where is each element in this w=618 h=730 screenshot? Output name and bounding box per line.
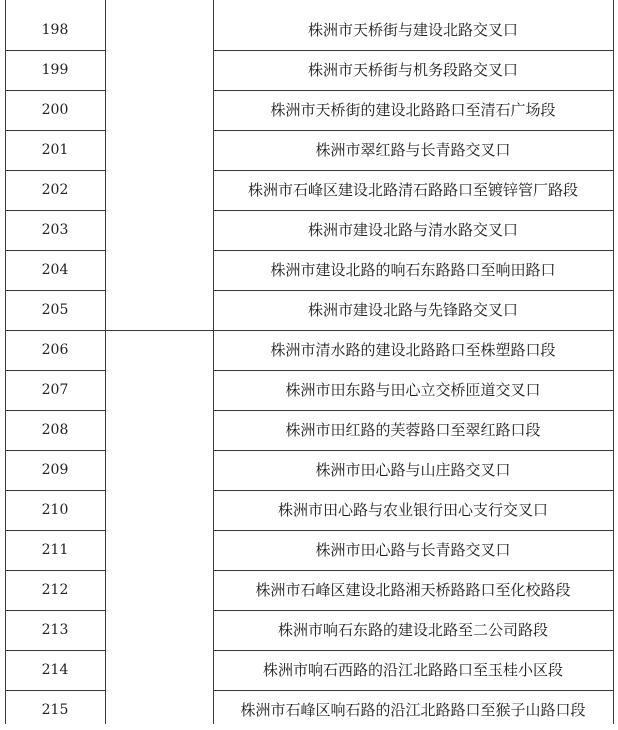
location-cell: 株洲市响石西路的沿江北路路口至玉桂小区段	[262, 661, 563, 679]
row-number: 203	[41, 222, 69, 238]
location-cell: 株洲市天桥街与建设北路交叉口	[307, 21, 518, 39]
location-cell: 株洲市田心路与农业银行田心支行交叉口	[277, 501, 548, 519]
row-number: 205	[41, 302, 69, 318]
table-row	[0, 290, 618, 330]
location-cell: 株洲市石峰区建设北路清石路路口至镀锌管厂路段	[247, 181, 578, 199]
row-number: 208	[41, 422, 69, 438]
table-row	[0, 690, 618, 730]
table-row	[0, 410, 618, 450]
table-row	[0, 10, 618, 50]
table-row	[0, 370, 618, 410]
location-cell: 株洲市天桥街的建设北路路口至清石广场段	[270, 101, 556, 119]
row-number: 200	[41, 102, 69, 118]
table-row	[0, 530, 618, 570]
row-number: 207	[41, 382, 69, 398]
location-cell: 株洲市石峰区响石路的沿江北路路口至猴子山路口段	[240, 701, 586, 719]
table-row	[0, 170, 618, 210]
table-row	[0, 450, 618, 490]
row-number: 198	[41, 22, 69, 38]
row-number: 209	[41, 462, 69, 478]
location-cell: 株洲市建设北路与清水路交叉口	[307, 221, 518, 239]
table-row	[0, 490, 618, 530]
location-cell: 株洲市建设北路的响石东路路口至响田路口	[270, 261, 556, 279]
table-row	[0, 130, 618, 170]
location-cell: 株洲市建设北路与先锋路交叉口	[307, 301, 518, 319]
row-number: 214	[41, 662, 69, 678]
row-number: 199	[41, 62, 69, 78]
row-number: 206	[41, 342, 69, 358]
location-cell: 株洲市田东路与田心立交桥匝道交叉口	[285, 381, 541, 399]
row-number: 211	[41, 542, 69, 558]
location-cell: 株洲市天桥街与机务段路交叉口	[307, 61, 518, 79]
table-row	[0, 90, 618, 130]
row-number: 212	[41, 582, 69, 598]
row-number: 210	[41, 502, 69, 518]
row-number: 204	[41, 262, 69, 278]
row-number: 202	[41, 182, 69, 198]
row-number: 215	[41, 702, 69, 718]
location-cell: 株洲市响石东路的建设北路至二公司路段	[277, 621, 548, 639]
location-cell: 株洲市田红路的芙蓉路口至翠红路口段	[285, 421, 541, 439]
location-cell: 株洲市田心路与长青路交叉口	[315, 541, 511, 559]
row-number: 201	[41, 142, 69, 158]
table-row	[0, 650, 618, 690]
table-row	[0, 210, 618, 250]
table-row	[0, 250, 618, 290]
table-row	[0, 610, 618, 650]
table-row	[0, 330, 618, 370]
location-cell: 株洲市石峰区建设北路湘天桥路路口至化校路段	[255, 581, 571, 599]
location-cell: 株洲市清水路的建设北路路口至株塑路口段	[270, 341, 556, 359]
location-cell: 株洲市翠红路与长青路交叉口	[315, 141, 511, 159]
table-row	[0, 50, 618, 90]
table-row	[0, 570, 618, 610]
location-cell: 株洲市田心路与山庄路交叉口	[315, 461, 511, 479]
row-number: 213	[41, 622, 69, 638]
